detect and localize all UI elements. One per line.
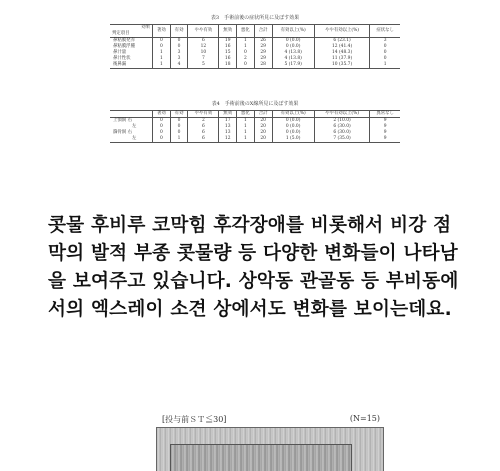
table4-row-label — [110, 136, 153, 143]
body-paragraph: 콧물 후비루 코막힘 후각장애를 비롯해서 비강 점막의 발적 부종 콧물량 등 다양한 변화들이 나타남을 보여주고 있습니다. 상악동 관골동 등 부비동에서의 엑스레이 소견 상에서도 변화를 보이는데요. — [48, 215, 459, 320]
table4-cell: 2 — [188, 118, 219, 125]
table3-cell: 5 — [188, 62, 219, 69]
table3-cell: 0 — [170, 38, 188, 45]
table4-cell: 0 (0.0) — [272, 124, 314, 130]
table3-cell: 15 — [219, 50, 237, 56]
table4-cell: 1 — [237, 136, 255, 143]
table4-cell: 0 (0.0) — [272, 118, 314, 125]
table4-cell: 0 — [170, 118, 188, 125]
figure-condition-label: [投与前ＳＴ≦30] — [162, 415, 227, 424]
table3-row-label: 鼻粘膜浮腫 — [110, 44, 153, 50]
table3-cell: 4 — [170, 62, 188, 69]
table4-cell: 20 — [254, 124, 272, 130]
table-row — [110, 62, 400, 69]
table4-cell: 20 — [254, 118, 272, 125]
table3-cell: 16 — [219, 44, 237, 50]
table4-cell: 9 — [383, 118, 387, 123]
table4-cell: 0 (0.0) — [272, 130, 314, 136]
table3-cell: 2 — [237, 56, 255, 62]
table4-cell: 17 — [219, 118, 237, 125]
table4-cell: 0 — [170, 124, 188, 130]
figure-block — [150, 414, 390, 470]
table3-cell: 0 — [237, 62, 255, 69]
table4-cell: 6 — [188, 136, 219, 143]
table4-cell: 0 — [153, 130, 171, 136]
table3-cell: 0 — [383, 56, 387, 61]
table3-block — [110, 14, 400, 69]
table3-cell: 28 — [254, 62, 272, 69]
table3-col-header: やや有効以上(%) — [314, 25, 370, 38]
table3-cell: 0 — [237, 50, 255, 56]
table3-cell: 1 — [237, 44, 255, 50]
table4 — [110, 110, 400, 143]
table3-caption: 表3 手術前後の症状所見に及ぼす効果 — [210, 15, 300, 21]
table3-col-header: 合計 — [254, 25, 272, 38]
table3-cell: 29 — [254, 50, 272, 56]
table3-cell: 0 — [383, 50, 387, 55]
table-row — [110, 136, 400, 143]
table4-cell: 9 — [383, 130, 387, 135]
table3-cell: 12 (41.4) — [314, 44, 370, 50]
table4-cell: 20 — [254, 130, 272, 136]
table4-cell: 1 — [170, 136, 188, 143]
table4-cell: 9 — [383, 124, 387, 129]
table4-side-label: 左 — [132, 136, 137, 141]
table3-cell: 1 — [153, 62, 171, 69]
table3-row-label: 後鼻漏 — [110, 62, 153, 69]
table3-cell: 10 (35.7) — [314, 62, 370, 69]
table3-cell: 1 — [237, 38, 255, 45]
table3-header-row — [110, 25, 400, 38]
table3-cell: 6 — [188, 38, 219, 45]
table3-cell: 0 — [153, 44, 171, 50]
table4-cell: 1 — [237, 124, 255, 130]
table4-col-header: 有効 — [170, 111, 188, 118]
table4-cell: 13 — [219, 130, 237, 136]
table3-cell: 0 (0.0) — [272, 44, 314, 50]
table4-cell: 6 (30.0) — [314, 124, 370, 130]
table3-cell: 1 — [370, 62, 400, 69]
table3-cell: 29 — [254, 56, 272, 62]
table3-row-label: 鼻汁量 — [110, 50, 153, 56]
table3-cell: 6 (23.1) — [314, 38, 370, 45]
table3-cell: 3 — [383, 38, 387, 43]
table4-group-label: 上顎洞 — [113, 118, 127, 123]
table3-cell: 0 — [170, 44, 188, 50]
table4-caption: 表4 手術前後のX線所見に及ぼす効果 — [211, 101, 299, 107]
table4-cell: 1 — [237, 118, 255, 125]
table3-cell: 29 — [254, 44, 272, 50]
table4-col-header: 悪化 — [237, 111, 255, 118]
table4-side-label: 左 — [132, 124, 137, 129]
table4-group-label: 篩骨洞 — [113, 130, 127, 135]
table3-cell: 18 — [219, 62, 237, 69]
table3-cell: 12 — [188, 44, 219, 50]
table4-cell: 13 — [219, 124, 237, 130]
table4-cell: 0 — [153, 124, 171, 130]
table3-cell: 1 — [153, 56, 171, 62]
table4-cell: 6 — [188, 124, 219, 130]
table3-cell: 3 — [170, 50, 188, 56]
table3-cell: 16 — [219, 56, 237, 62]
table3-corner-bottom: 判定項目 — [112, 31, 130, 36]
table4-cell: 12 — [219, 136, 237, 143]
table3-cell: 11 (37.9) — [314, 56, 370, 62]
table4-cell: 6 (30.0) — [314, 130, 370, 136]
table4-cell: 0 — [153, 118, 171, 125]
table3-col-header: 有効 — [170, 25, 188, 38]
table3-row-label: 鼻粘膜発赤 — [110, 38, 153, 45]
table3-cell: 19 — [219, 38, 237, 45]
table3-cell: 3 — [170, 56, 188, 62]
table4-col-header: 合計 — [254, 111, 272, 118]
table4-col-header: 有効以上(%) — [272, 111, 314, 118]
table4-cell: 1 — [237, 130, 255, 136]
table3-col-header: 無効 — [219, 25, 237, 38]
table4-side-label: 右 — [127, 118, 132, 123]
table3-cell: 1 — [153, 50, 171, 56]
figure-inner-panel — [170, 444, 352, 471]
table3-corner-top: 効果 — [141, 25, 150, 30]
table3-cell: 5 (17.9) — [272, 62, 314, 69]
table4-cell: 1 (5.0) — [272, 136, 314, 143]
table3-cell: 0 (0.0) — [272, 38, 314, 45]
table3-cell: 4 (13.8) — [272, 56, 314, 62]
table3-cell: 4 (13.8) — [272, 50, 314, 56]
table3-corner-header — [110, 25, 153, 38]
table4-block — [110, 100, 400, 143]
table4-cell: 0 — [153, 136, 171, 143]
table4-cell: 20 — [254, 136, 272, 143]
table4-cell: 9 — [370, 136, 400, 143]
table3-cell: 14 (48.3) — [314, 50, 370, 56]
table3-col-header: 症状なし — [370, 25, 400, 38]
table3-cell: 26 — [254, 38, 272, 45]
table3-col-header: 著効 — [153, 25, 171, 38]
table3-cell: 10 — [188, 50, 219, 56]
table4-col-header: 著効 — [153, 111, 171, 118]
table4-cell: 7 (35.0) — [314, 136, 370, 143]
table3-cell: 0 — [383, 44, 387, 49]
table4-col-header: やや有効 — [188, 111, 219, 118]
table4-cell: 2 (10.0) — [314, 118, 370, 125]
table4-cell: 6 — [188, 130, 219, 136]
table3-cell: 0 — [153, 38, 171, 45]
table4-side-label: 右 — [127, 130, 132, 135]
table3-row-label: 鼻汁性状 — [110, 56, 153, 62]
table3-col-header: 有効以上(%) — [272, 25, 314, 38]
table4-col-header: やや有効以上(%) — [314, 111, 370, 118]
table3-col-header: やや有効 — [188, 25, 219, 38]
table3-cell: 7 — [188, 56, 219, 62]
table3 — [110, 24, 400, 69]
table4-corner-header — [110, 111, 153, 118]
figure-n-label: (N=15) — [349, 414, 380, 423]
table4-header-row — [110, 111, 400, 118]
table4-col-header: 異常なし — [370, 111, 400, 118]
table4-col-header: 無効 — [219, 111, 237, 118]
table3-col-header: 悪化 — [237, 25, 255, 38]
table4-cell: 0 — [170, 130, 188, 136]
